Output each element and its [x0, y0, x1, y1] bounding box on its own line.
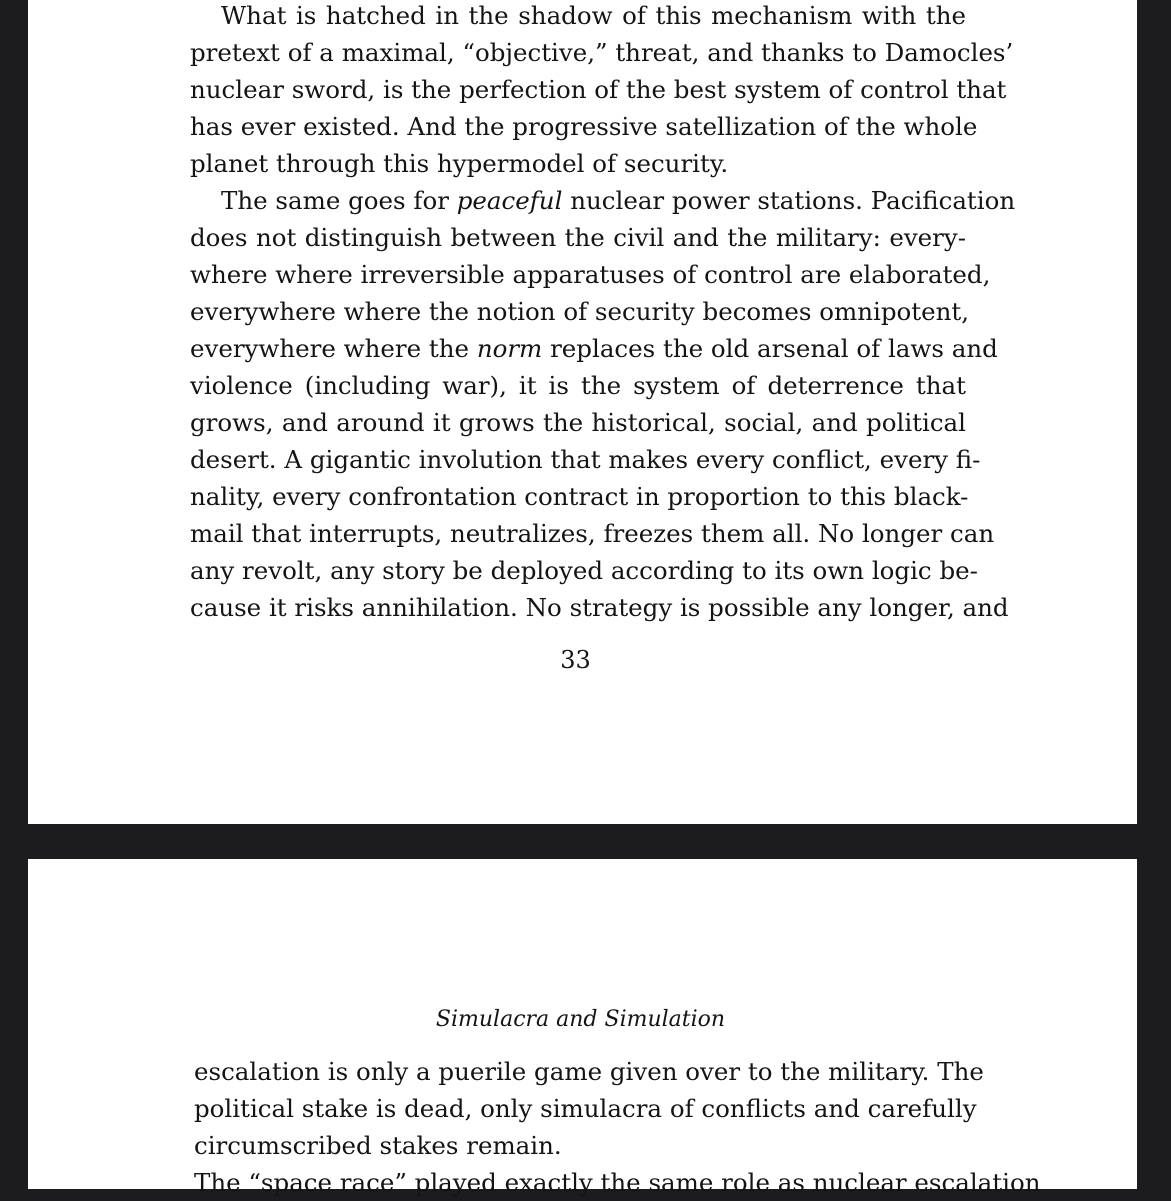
page-34-body-text: [194, 1053, 984, 1164]
text-line: where where irreversible apparatuses of control are elaborated,: [190, 260, 991, 289]
text-line: any revolt, any story be deployed according to its own logic be-: [190, 556, 978, 585]
text-line: everywhere where the notion of security becomes omnipotent,: [190, 297, 970, 326]
text-line: nality, every confrontation contract in proportion to this black-: [190, 482, 969, 511]
text-line: has ever existed. And the progressive satellization of the whole: [190, 112, 978, 141]
text-line: pretext of a maximal, “objective,” threat, and thanks to Damocles’: [190, 38, 1014, 67]
text-line: political stake is dead, only simulacra of conflicts and carefully: [194, 1094, 977, 1123]
text-line: escalation is only a puerile game given over to the military. The: [194, 1057, 984, 1086]
text-fragment: nuclear power stations. Pacification: [562, 186, 1016, 215]
text-line: does not distinguish between the civil and the military: every-: [190, 223, 966, 252]
text-line: violence (including war), it is the system of deterrence that: [190, 371, 966, 400]
page-33-body-text: [190, 0, 1016, 626]
text-line: desert. A gigantic involution that makes every conflict, every fi-: [190, 445, 981, 474]
text-line: planet through this hypermodel of security.: [190, 149, 729, 178]
text-line: cause it risks annihilation. No strategy is possible any longer, and: [190, 593, 1009, 622]
text-line: What is hatched in the shadow of this mechanism with the: [221, 1, 966, 30]
text-line: nuclear sword, is the perfection of the best system of control that: [190, 75, 1007, 104]
page-number: 33: [560, 646, 591, 674]
text-line: [190, 330, 998, 367]
text-fragment: The same goes for: [221, 186, 457, 215]
partially-visible-text-line: The “space race” played exactly the same role as nuclear escalation: [194, 1168, 1041, 1197]
page-34: [28, 859, 1137, 1197]
running-head: Simulacra and Simulation: [435, 1007, 726, 1032]
page-33: [28, 0, 1137, 824]
text-fragment: everywhere where the: [190, 334, 477, 363]
text-line: circumscribed stakes remain.: [194, 1131, 562, 1160]
text-fragment: replaces the old arsenal of laws and: [542, 334, 998, 363]
text-line: mail that interrupts, neutralizes, freezes them all. No longer can: [190, 519, 995, 548]
emphasis-norm: norm: [476, 334, 543, 363]
text-line: [190, 182, 1016, 219]
text-line: grows, and around it grows the historical, social, and political: [190, 408, 966, 437]
emphasis-peaceful: peaceful: [456, 186, 563, 215]
